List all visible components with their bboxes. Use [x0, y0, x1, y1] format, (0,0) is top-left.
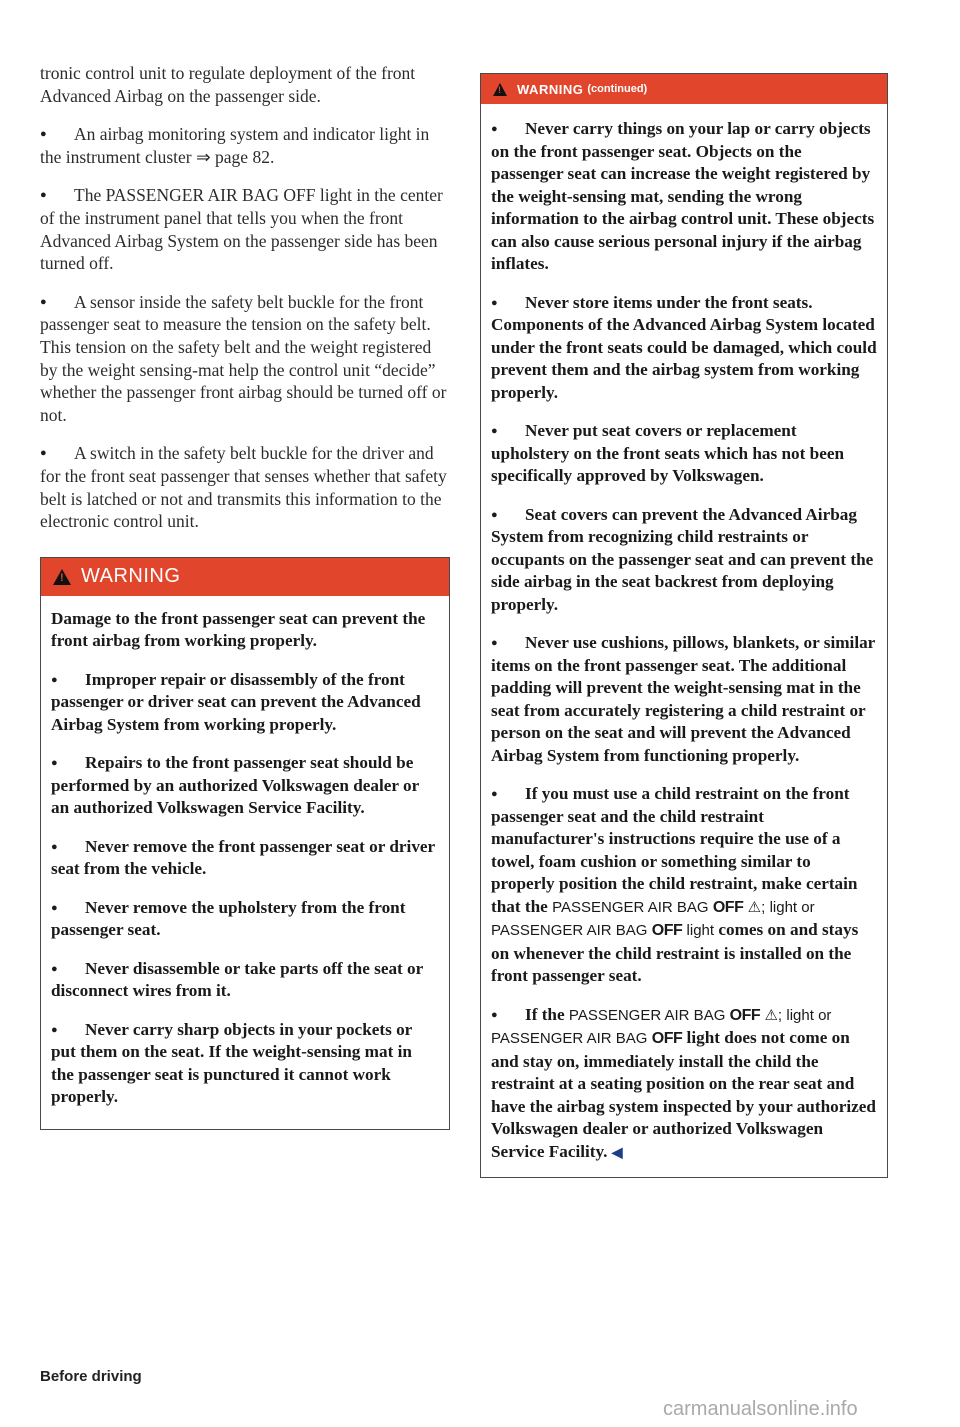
- list-item: ● Never store items under the front seats. Components of the Advanced Airbag System located under the front seats could be damaged, which could prevent them and the airbag system from working properly.: [491, 292, 877, 405]
- off-indicator: OFF: [651, 1030, 683, 1047]
- list-item: ● A sensor inside the safety belt buckle for the front passenger seat to measure the tension on the safety belt. This tension on the safety belt and the weight registered by the weight sensing-mat help the control unit “decide” whether the passenger front airbag should be turned off or not.: [40, 291, 450, 427]
- warning-label: WARNING: [81, 565, 181, 588]
- indicator-text: PASSENGER AIR BAG: [568, 1006, 726, 1024]
- text-run: comes on and stays on whenever the child restraint is installed on the front passenger seat.: [491, 920, 859, 985]
- continued-label: (continued): [587, 83, 648, 95]
- watermark: carmanualsonline.info: [663, 1398, 858, 1420]
- off-indicator: OFF: [651, 922, 683, 939]
- list-item: ● Never put seat covers or replacement upholstery on the front seats which has not been specifically approved by Volkswagen.: [491, 420, 877, 488]
- indicator-text: PASSENGER AIR BAG: [491, 922, 648, 939]
- list-item: ● Improper repair or disassembly of the front passenger or driver seat can prevent the Advanced Airbag System from working properly.: [51, 669, 439, 737]
- warning-header: [41, 558, 449, 596]
- list-item: ● Never remove the upholstery from the front passenger seat.: [51, 897, 439, 942]
- list-item: ● Never disassemble or take parts off the seat or disconnect wires from it.: [51, 958, 439, 1003]
- seat-airbag-icon: ⚠;: [764, 1006, 783, 1024]
- list-item: ● An airbag monitoring system and indicator light in the instrument cluster ⇒ page 82.: [40, 123, 450, 168]
- warning-triangle-icon: !: [53, 569, 71, 585]
- warning-intro: Damage to the front passenger seat can prevent the front airbag from working properly.: [51, 608, 426, 651]
- warning-header: [481, 74, 887, 104]
- left-column: [40, 62, 450, 1130]
- off-indicator: OFF: [729, 1006, 761, 1024]
- list-item: ● Repairs to the front passenger seat should be performed by an authorized Volkswagen dealer or an authorized Volkswagen Service Facility.: [51, 752, 439, 820]
- list-item: ● Never carry sharp objects in your pockets or put them on the seat. If the weight-sensing mat in the passenger seat is punctured it cannot work properly.: [51, 1019, 439, 1109]
- page-footer: Before driving: [40, 1368, 142, 1385]
- list-item: ● Never remove the front passenger seat or driver seat from the vehicle.: [51, 836, 439, 881]
- text-run: light: [686, 922, 715, 939]
- indicator-text: PASSENGER AIR BAG: [552, 898, 709, 916]
- warning-box: [40, 557, 450, 1130]
- list-item: ● Seat covers can prevent the Advanced Airbag System from recognizing child restraints or occupants on the passenger seat and can prevent the side airbag in the seat backrest from deploying properly.: [491, 504, 877, 617]
- list-item: ● Never carry things on your lap or carry objects on the front passenger seat. Objects on the passenger seat can increase the weight registered by the weight-sensing mat, sending the wrong information to the airbag control unit. These objects can also cause serious personal injury if the airbag inflates.: [491, 118, 877, 276]
- warning-label: WARNING: [517, 81, 584, 97]
- seat-airbag-icon: ⚠;: [747, 898, 766, 916]
- text-run: light or: [769, 898, 815, 916]
- warning-triangle-icon: !: [493, 83, 507, 96]
- text-run: If you must use a child restraint on the front passenger seat and the child restraint manufacturer's instructions require the use of a towel, foam cushion or something similar to properly position the child restraint, make certain that the: [491, 784, 858, 916]
- text-run: light does not come on and stay on, immediately install the child the restraint at a seating position on the rear seat and have the airbag system inspected by your authorized Volkswagen dealer or authorized Volkswagen Service Facility.: [491, 1028, 876, 1161]
- text-run: light or: [786, 1006, 832, 1024]
- off-indicator: OFF: [712, 898, 744, 916]
- text-run: If the: [525, 1004, 565, 1024]
- list-item: ● The PASSENGER AIR BAG OFF light in the center of the instrument panel that tells you when the front Advanced Airbag System on the passenger side has been turned off.: [40, 184, 450, 274]
- intro-paragraph: tronic control unit to regulate deployment of the front Advanced Airbag on the passenger side.: [40, 63, 416, 106]
- warning-box-continued: [480, 73, 888, 1178]
- right-column: [480, 73, 888, 1178]
- end-of-section-icon: ◀: [611, 1145, 623, 1161]
- list-item: ● Never use cushions, pillows, blankets, or similar items on the front passenger seat. The additional padding will prevent the weight-sensing mat in the seat from accurately registering a child restraint or person on the seat and will prevent the Advanced Airbag System from functioning properly.: [491, 632, 877, 767]
- list-item: [491, 1004, 877, 1166]
- indicator-text: PASSENGER AIR BAG: [491, 1030, 648, 1047]
- list-item: ● A switch in the safety belt buckle for the driver and for the front seat passenger that senses whether that safety belt is latched or not and transmits this information to the electronic control unit.: [40, 442, 450, 532]
- list-item: [491, 783, 877, 988]
